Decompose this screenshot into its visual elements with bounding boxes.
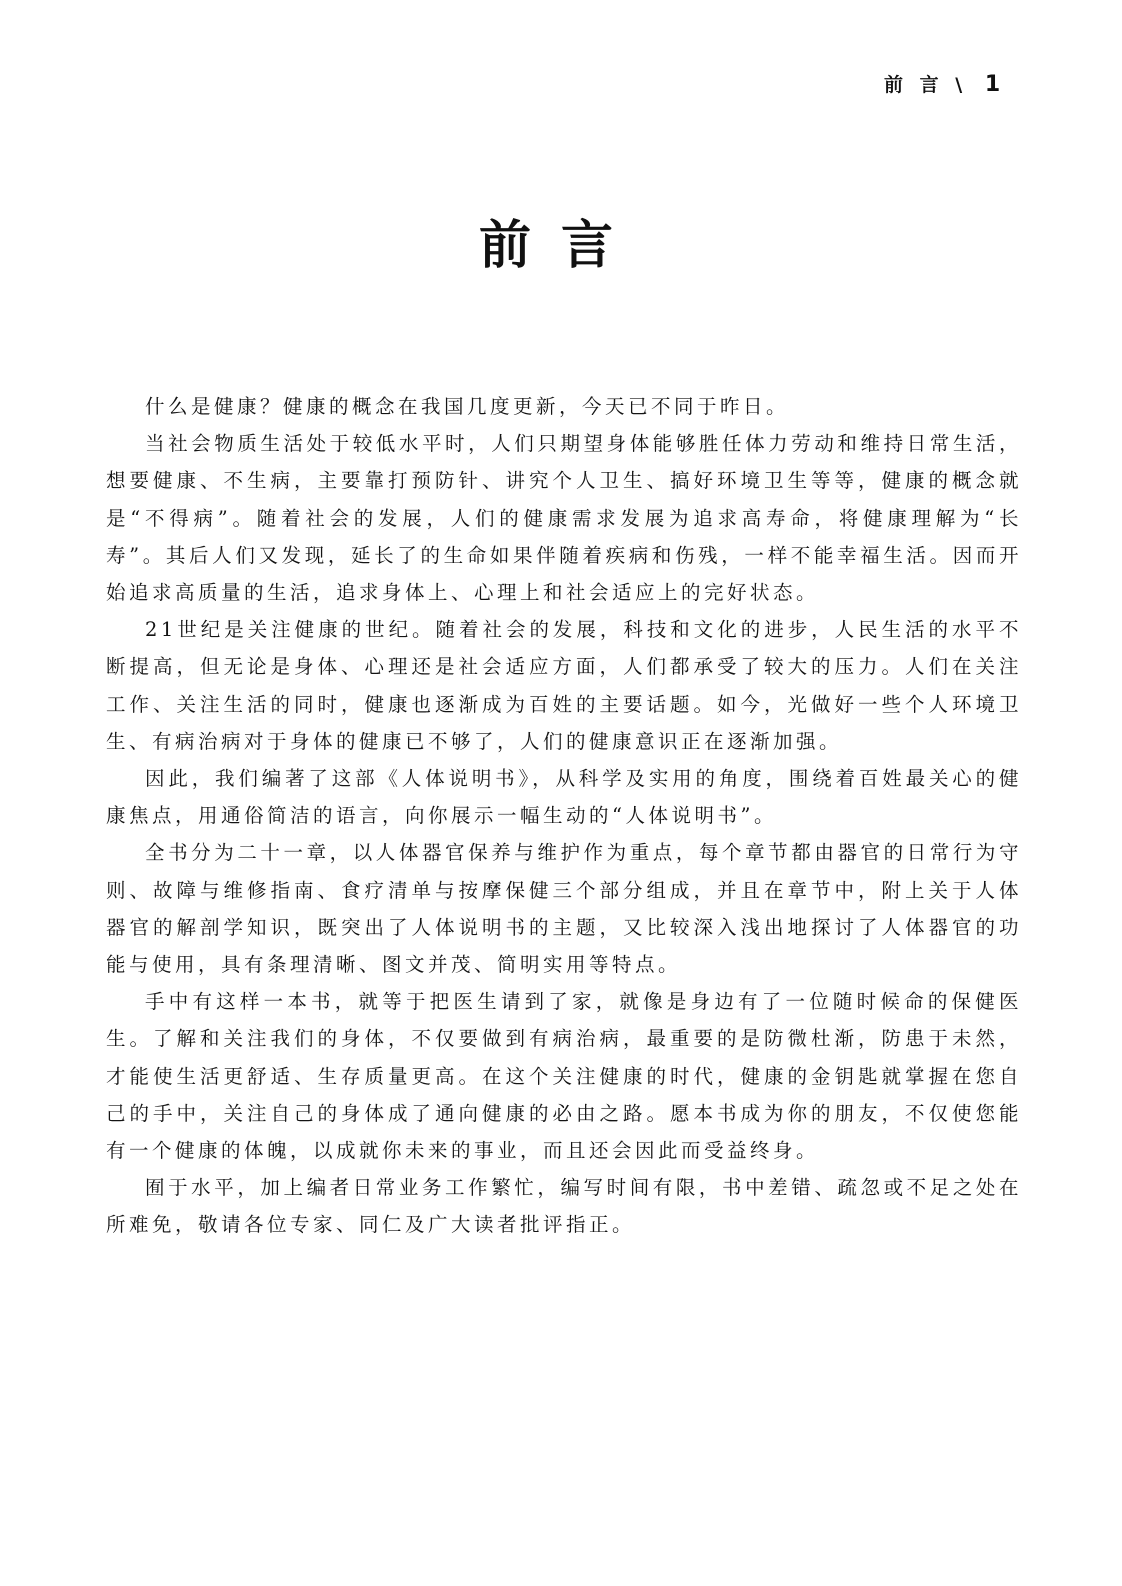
running-header-separator: \ — [955, 74, 968, 96]
paragraph-6: 手中有这样一本书，就等于把医生请到了家，就像是身边有了一位随时候命的保健医生。了解和关注我们的身体，不仅要做到有病治病，最重要的是防微杜渐，防患于未然，才能使生活更舒适、生存质量更高。在这个关注健康的时代，健康的金钥匙就掌握在您自己的手中，关注自己的身体成了通向健康的必由之路。愿本书成为你的朋友，不仅使您能有一个健康的体魄，以成就你未来的事业，而且还会因此而受益终身。 — [106, 990, 1022, 1163]
paragraph-2: 当社会物质生活处于较低水平时，人们只期望身体能够胜任体力劳动和维持日常生活，想要健康、不生病，主要靠打预防针、讲究个人卫生、搞好环境卫生等等，健康的概念就是“不得病”。随着社会的发展，人们的健康需求发展为追求高寿命，将健康理解为“长寿”。其后人们又发现，延长了的生命如果伴随着疾病和伤残，一样不能幸福生活。因而开始追求高质量的生活，追求身体上、心理上和社会适应上的完好状态。 — [106, 432, 1022, 605]
page-title: 前言 — [478, 216, 643, 276]
paragraph-5: 全书分为二十一章，以人体器官保养与维护作为重点，每个章节都由器官的日常行为守则、故障与维修指南、食疗清单与按摩保健三个部分组成，并且在章节中，附上关于人体器官的解剖学知识，既突出了人体说明书的主题，又比较深入浅出地探讨了人体器官的功能与使用，具有条理清晰、图文并茂、简明实用等特点。 — [106, 841, 1022, 977]
paragraph-1: 什么是健康？健康的概念在我国几度更新，今天已不同于昨日。 — [145, 395, 790, 418]
paragraph-7: 囿于水平，加上编者日常业务工作繁忙，编写时间有限，书中差错、疏忽或不足之处在所难免，敬请各位专家、同仁及广大读者批评指正。 — [106, 1176, 1022, 1237]
running-header — [884, 70, 1005, 97]
paragraph-3: 21世纪是关注健康的世纪。随着社会的发展，科技和文化的进步，人民生活的水平不断提高，但无论是身体、心理还是社会适应方面，人们都承受了较大的压力。人们在关注工作、关注生活的同时，健康也逐渐成为百姓的主要话题。如今，光做好一些个人环境卫生、有病治病对于身体的健康已不够了，人们的健康意识正在逐渐加强。 — [106, 618, 1022, 753]
running-header-title: 前 言 — [884, 74, 944, 96]
preface-body — [106, 388, 1022, 1244]
page-number: 1 — [984, 72, 1006, 97]
paragraph-4: 因此，我们编著了这部《人体说明书》，从科学及实用的角度，围绕着百姓最关心的健康焦点，用通俗简洁的语言，向你展示一幅生动的“人体说明书”。 — [106, 767, 1022, 828]
